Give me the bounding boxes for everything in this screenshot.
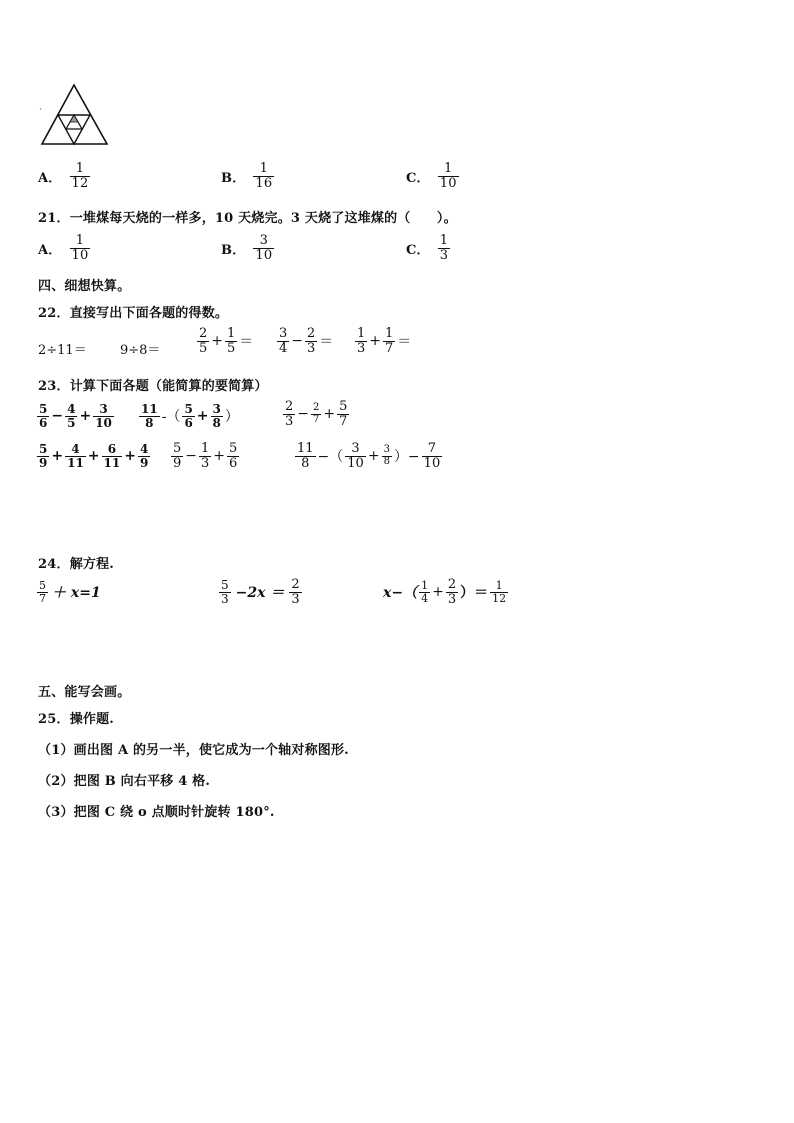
q22-expr-3: 2 5 + $\frac{1}{5}$ ＝ bbox=[199, 326, 254, 356]
fraction: $\frac{2}{3}$ bbox=[447, 577, 457, 607]
q23-title: 23．计算下面各题（能简算的要简算） bbox=[38, 379, 268, 394]
q23-expr-4: 5 9 + $\frac{4}{11}$ + $\frac{6}{11}$ + $\frac{4}{9}$ bbox=[39, 442, 149, 470]
q24-equation-1: 5 7 ＋ x=1 bbox=[39, 579, 101, 605]
fraction: $\frac{4}{11}$ bbox=[67, 442, 84, 470]
fraction: 1 3 bbox=[439, 233, 449, 263]
fraction: 1 16 bbox=[255, 161, 273, 191]
fraction: $\frac{1}{5}$ bbox=[227, 326, 236, 356]
fraction: 1 12 bbox=[71, 161, 89, 191]
section-heading-4: 四、细想快算。 bbox=[38, 279, 131, 294]
q20-option-a[interactable]: A． 1 12 bbox=[38, 161, 89, 191]
fraction: 5 7 bbox=[39, 579, 46, 605]
fraction: $\frac{4}{9}$ bbox=[139, 442, 149, 470]
fraction: 1 10 bbox=[439, 161, 457, 191]
fraction: 3 10 bbox=[255, 233, 273, 263]
q21-option-a[interactable]: A． 1 10 bbox=[38, 233, 89, 263]
fraction: $\frac{1}{7}$ bbox=[385, 326, 394, 356]
fraction: $\frac{5}{7}$ bbox=[339, 399, 348, 429]
fraction: 1 12 bbox=[492, 579, 507, 605]
q22-expr-4: 3 4 − $\frac{2}{3}$ ＝ bbox=[279, 326, 334, 356]
section-heading-5: 五、能写会画。 bbox=[38, 685, 131, 700]
fraction: 11 8 bbox=[141, 402, 158, 430]
fraction: 5 6 bbox=[39, 402, 48, 430]
q22-expr-1: 2÷11＝ bbox=[38, 343, 87, 358]
q22-expr-2: 9÷8＝ bbox=[120, 343, 161, 358]
fraction: 5 9 bbox=[173, 441, 182, 471]
q23-expr-3: 2 3 − $\frac{2}{7}$ + $\frac{5}{7}$ bbox=[285, 399, 348, 429]
q25-title: 25．操作题. bbox=[38, 712, 115, 727]
nested-triangles-icon bbox=[38, 82, 110, 148]
fraction: 2 3 bbox=[285, 399, 294, 429]
fraction: $\frac{5}{6}$ bbox=[229, 441, 238, 471]
fraction: $\frac{6}{11}$ bbox=[103, 442, 121, 470]
fraction: 5 6 bbox=[184, 402, 193, 430]
fraction: $\frac{3}{8}$ bbox=[383, 444, 390, 467]
fraction: $\frac{2}{3}$ bbox=[307, 326, 316, 356]
fraction: 1 4 bbox=[421, 579, 429, 605]
q20-option-b[interactable]: B． 1 16 bbox=[221, 161, 273, 191]
fraction: $\frac{3}{8}$ bbox=[212, 402, 221, 430]
q22-title: 22．直接写出下面各题的得数。 bbox=[38, 306, 229, 321]
fraction: 2 3 bbox=[291, 577, 300, 607]
q24-equation-3: x−（ 1 4 + $\frac{2}{3}$ ）＝ 1 12 bbox=[383, 577, 507, 607]
q23-expr-2: 11 8 -（ 5 6 + $\frac{3}{8}$ ） bbox=[141, 402, 239, 430]
fraction: 11 8 bbox=[297, 441, 314, 471]
fraction: 1 10 bbox=[71, 233, 89, 263]
fraction: $\frac{1}{3}$ bbox=[201, 441, 210, 471]
q23-expr-6: 11 8 −（ 3 10 + $\frac{3}{8}$ ）− $\frac{7}{10}$ bbox=[297, 441, 441, 471]
q24-title: 24．解方程. bbox=[38, 557, 115, 572]
q25-item-2: （2）把图 B 向右平移 4 格. bbox=[38, 774, 211, 789]
fraction: 5 9 bbox=[39, 442, 48, 470]
q25-item-1: （1）画出图 A 的另一半，使它成为一个轴对称图形. bbox=[38, 743, 349, 758]
fraction: $\frac{3}{10}$ bbox=[95, 402, 112, 430]
q24-equation-2: 5 3 −2x ＝ 2 3 bbox=[221, 577, 300, 607]
q23-expr-5: 5 9 − $\frac{1}{3}$ + $\frac{5}{6}$ bbox=[173, 441, 238, 471]
q25-item-3: （3）把图 C 绕 o 点顺时针旋转 180°. bbox=[38, 805, 275, 820]
q21-option-c[interactable]: C． 1 3 bbox=[406, 233, 449, 263]
fraction: 3 4 bbox=[279, 326, 288, 356]
fraction: 3 10 bbox=[347, 441, 364, 471]
fraction: $\frac{2}{7}$ bbox=[313, 402, 320, 425]
fraction: 2 5 bbox=[199, 326, 208, 356]
q22-expr-5: 1 3 + $\frac{1}{7}$ ＝ bbox=[357, 326, 412, 356]
fraction: 1 3 bbox=[357, 326, 366, 356]
q23-expr-1: 5 6 − $\frac{4}{5}$ + $\frac{3}{10}$ bbox=[39, 402, 112, 430]
fraction: 5 3 bbox=[221, 578, 229, 606]
q21-question: 21．一堆煤每天烧的一样多，10 天烧完。3 天烧了这堆煤的（ ）。 bbox=[38, 211, 457, 226]
q20-option-c[interactable]: C． 1 10 bbox=[406, 161, 457, 191]
fraction: $\frac{4}{5}$ bbox=[67, 402, 76, 430]
fraction: $\frac{7}{10}$ bbox=[423, 441, 441, 471]
q21-option-b[interactable]: B． 3 10 bbox=[221, 233, 273, 263]
